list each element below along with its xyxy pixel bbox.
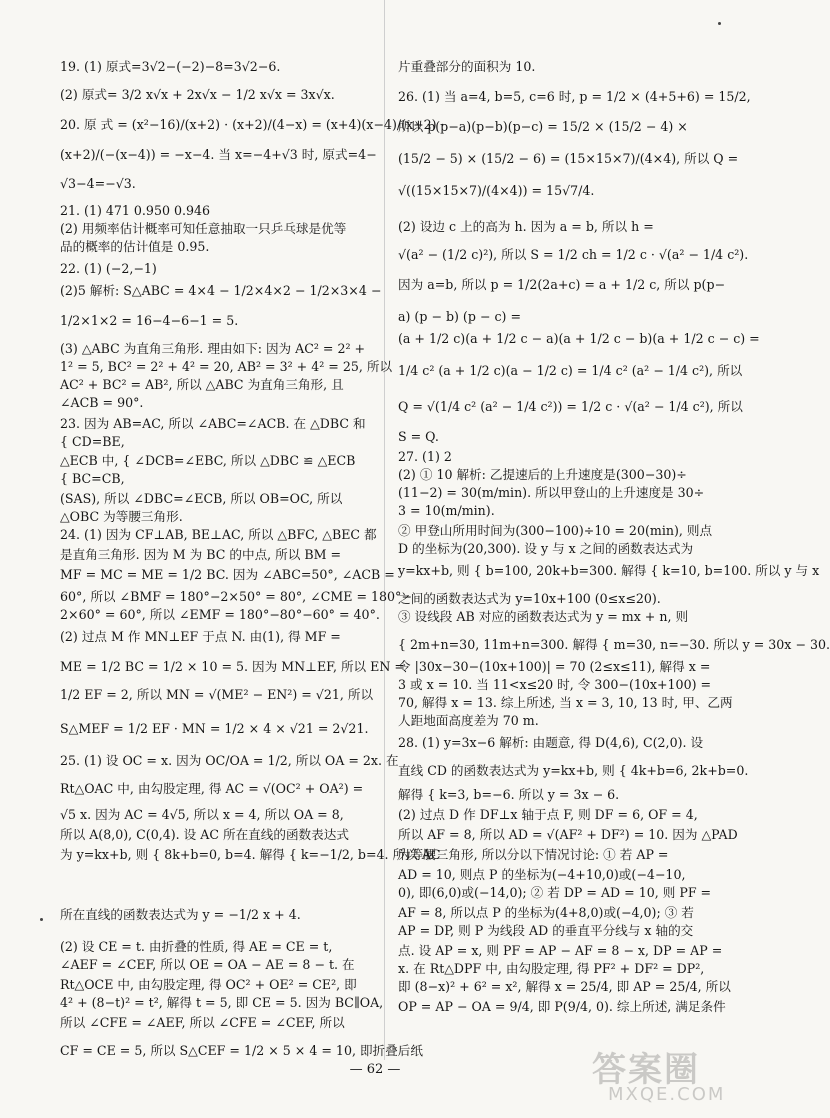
- left-text-line: ∠ACB = 90°.: [60, 395, 144, 410]
- right-text-line: 3 或 x = 10. 当 11<x≤20 时, 令 300−(10x+100) =: [398, 677, 712, 692]
- right-text-line: ② 甲登山所用时间为(300−100)÷10 = 20(min), 则点: [398, 523, 713, 538]
- left-text-line: 21. (1) 471 0.950 0.946: [60, 203, 211, 218]
- right-text-line: 1/4 c² (a + 1/2 c)(a − 1/2 c) = 1/4 c² (a² − 1/4 c²), 所以: [398, 363, 743, 378]
- right-text-line: 片重叠部分的面积为 10.: [398, 59, 536, 74]
- left-text-line: (2) 设 CE = t. 由折叠的性质, 得 AE = CE = t,: [60, 939, 333, 954]
- right-text-line: √((15×15×7)/(4×4)) = 15√7/4.: [398, 183, 595, 198]
- right-text-line: ③ 设线段 AB 对应的函数表达式为 y = mx + n, 则: [398, 609, 689, 624]
- right-text-line: AP = DP, 则 P 为线段 AD 的垂直平分线与 x 轴的交: [398, 923, 694, 938]
- right-text-line: AF = 8, 所以点 P 的坐标为(4+8,0)或(−4,0); ③ 若: [398, 905, 694, 920]
- left-text-line: 品的概率的估计值是 0.95.: [60, 239, 210, 254]
- right-text-line: AD = 10, 则点 P 的坐标为(−4+10,0)或(−4−10,: [398, 867, 686, 882]
- right-text-line: 3 = 10(m/min).: [398, 503, 495, 518]
- right-text-line: x. 在 Rt△DPF 中, 由勾股定理, 得 PF² + DF² = DP²,: [398, 961, 705, 976]
- left-text-line: { CD=BE,: [60, 434, 125, 449]
- watermark-bottom-text: MXQE.COM: [608, 1084, 726, 1105]
- watermark-logo: [584, 1040, 734, 1110]
- left-text-line: △ECB 中, { ∠DCB=∠EBC, 所以 △DBC ≌ △ECB: [60, 453, 356, 468]
- right-text-line: 70, 解得 x = 13. 综上所述, 当 x = 3, 10, 13 时, 甲、乙两: [398, 695, 733, 710]
- left-text-line: CF = CE = 5, 所以 S△CEF = 1/2 × 5 × 4 = 10, 即折叠后纸: [60, 1043, 423, 1058]
- right-text-line: 27. (1) 2: [398, 449, 452, 464]
- left-text-line: 是直角三角形. 因为 M 为 BC 的中点, 所以 BM =: [60, 547, 342, 562]
- left-text-line: Rt△OAC 中, 由勾股定理, 得 AC = √(OC² + OA²) =: [60, 781, 364, 796]
- left-text-line: (x+2)/(−(x−4)) = −x−4. 当 x=−4+√3 时, 原式=4−: [60, 147, 377, 162]
- left-text-line: (2) 用频率估计概率可知任意抽取一只乒乓球是优等: [60, 221, 347, 236]
- left-text-line: 所以 A(8,0), C(0,4). 设 AC 所在直线的函数表达式: [60, 827, 349, 842]
- right-text-line: (a + 1/2 c)(a + 1/2 c − a)(a + 1/2 c − b)(a + 1/2 c − c) =: [398, 331, 760, 346]
- right-text-line: 因为 a=b, 所以 p = 1/2(2a+c) = a + 1/2 c, 所以 p(p−: [398, 277, 726, 292]
- left-text-line: 20. 原 式 = (x²−16)/(x+2) · (x+2)/(4−x) = (x+4)(x−4)/(x+2) ·: [60, 117, 445, 132]
- left-text-line: 所在直线的函数表达式为 y = −1/2 x + 4.: [60, 907, 301, 922]
- right-text-line: 令 |30x−30−(10x+100)| = 70 (2≤x≤11), 解得 x =: [398, 659, 711, 674]
- left-text-line: (2) 原式= 3/2 x√x + 2x√x − 1/2 x√x = 3x√x.: [60, 87, 335, 102]
- right-text-line: (11−2) = 30(m/min). 所以甲登山的上升速度是 30÷: [398, 485, 705, 500]
- right-text-line: 为等腰三角形, 所以分以下情况讨论: ① 若 AP =: [398, 847, 669, 862]
- left-text-line: 22. (1) (−2,−1): [60, 261, 157, 276]
- left-text-line: S△MEF = 1/2 EF · MN = 1/2 × 4 × √21 = 2√21.: [60, 721, 369, 736]
- left-text-line: (3) △ABC 为直角三角形. 理由如下: 因为 AC² = 2² +: [60, 341, 366, 356]
- right-text-line: { 2m+n=30, 11m+n=300. 解得 { m=30, n=−30. 所以 y = 30x − 30.: [398, 637, 830, 652]
- right-text-line: (2) 设边 c 上的高为 h. 因为 a = b, 所以 h =: [398, 219, 654, 234]
- right-text-line: 人距地面高度差为 70 m.: [398, 713, 539, 728]
- left-text-line: 24. (1) 因为 CF⊥AB, BE⊥AC, 所以 △BFC, △BEC 都: [60, 527, 377, 542]
- right-text-line: y=kx+b, 则 { b=100, 20k+b=300. 解得 { k=10, b=100. 所以 y 与 x: [398, 563, 820, 578]
- right-text-line: a) (p − b) (p − c) =: [398, 309, 521, 324]
- right-text-line: √(a² − (1/2 c)²), 所以 S = 1/2 ch = 1/2 c · √(a² − 1/4 c²).: [398, 247, 749, 262]
- right-text-line: Q = √(1/4 c² (a² − 1/4 c²)) = 1/2 c · √(a² − 1/4 c²), 所以: [398, 399, 743, 414]
- left-text-line: △OBC 为等腰三角形.: [60, 509, 183, 524]
- left-text-line: ME = 1/2 BC = 1/2 × 10 = 5. 因为 MN⊥EF, 所以 EN =: [60, 659, 405, 674]
- right-text-line: D 的坐标为(20,300). 设 y 与 x 之间的函数表达式为: [398, 541, 694, 556]
- scan-speck: [718, 22, 721, 25]
- left-text-line: MF = MC = ME = 1/2 BC. 因为 ∠ABC=50°, ∠ACB =: [60, 567, 395, 582]
- page-number: — 62 —: [349, 1062, 401, 1077]
- left-text-line: 25. (1) 设 OC = x. 因为 OC/OA = 1/2, 所以 OA = 2x. 在: [60, 753, 399, 768]
- left-text-line: 23. 因为 AB=AC, 所以 ∠ABC=∠ACB. 在 △DBC 和: [60, 416, 366, 431]
- left-text-line: 2×60° = 60°, 所以 ∠EMF = 180°−80°−60° = 40°.: [60, 607, 380, 622]
- right-text-line: 点. 设 AP = x, 则 PF = AP − AF = 8 − x, DP = AP =: [398, 943, 723, 958]
- left-text-line: AC² + BC² = AB², 所以 △ABC 为直角三角形, 且: [60, 377, 344, 392]
- scan-speck: [40, 918, 43, 921]
- right-text-line: 0), 即(6,0)或(−14,0); ② 若 DP = AD = 10, 则 PF =: [398, 885, 712, 900]
- right-text-line: (2) 过点 D 作 DF⊥x 轴于点 F, 则 DF = 6, OF = 4,: [398, 807, 698, 822]
- right-text-line: S = Q.: [398, 429, 439, 444]
- right-text-line: 即 (8−x)² + 6² = x², 解得 x = 25/4, 即 AP = 25/4, 所以: [398, 979, 731, 994]
- left-text-line: 所以 ∠CFE = ∠AEF, 所以 ∠CFE = ∠CEF, 所以: [60, 1015, 345, 1030]
- watermark-top-text: 答案圈: [592, 1050, 700, 1090]
- right-text-line: OP = AP − OA = 9/4, 即 P(9/4, 0). 综上所述, 满足条件: [398, 999, 726, 1014]
- left-text-line: 1/2 EF = 2, 所以 MN = √(ME² − EN²) = √21, 所以: [60, 687, 374, 702]
- left-text-line: { BC=CB,: [60, 471, 125, 486]
- right-column: [398, 0, 830, 1060]
- left-text-line: (2) 过点 M 作 MN⊥EF 于点 N. 由(1), 得 MF =: [60, 629, 341, 644]
- left-text-line: 19. (1) 原式=3√2−(−2)−8=3√2−6.: [60, 59, 281, 74]
- right-text-line: (15/2 − 5) × (15/2 − 6) = (15×15×7)/(4×4), 所以 Q =: [398, 151, 739, 166]
- left-text-line: √3−4=−√3.: [60, 176, 136, 191]
- right-text-line: 解得 { k=3, b=−6. 所以 y = 3x − 6.: [398, 787, 620, 802]
- right-text-line: (2) ① 10 解析: 乙提速后的上升速度是(300−30)÷: [398, 467, 687, 482]
- left-text-line: ∠AEF = ∠CEF, 所以 OE = OA − AE = 8 − t. 在: [60, 957, 355, 972]
- right-text-line: 所以 AF = 8, 所以 AD = √(AF² + DF²) = 10. 因为 △PAD: [398, 827, 738, 842]
- left-text-line: 为 y=kx+b, 则 { 8k+b=0, b=4. 解得 { k=−1/2, b=4. 所以 AC: [60, 847, 441, 862]
- left-text-line: (2)5 解析: S△ABC = 4×4 − 1/2×4×2 − 1/2×3×4 −: [60, 283, 382, 298]
- left-text-line: √5 x. 因为 AC = 4√5, 所以 x = 4, 所以 OA = 8,: [60, 807, 344, 822]
- left-text-line: 1/2×1×2 = 16−4−6−1 = 5.: [60, 313, 239, 328]
- left-text-line: 60°, 所以 ∠BMF = 180°−2×50° = 80°, ∠CME = 180°−: [60, 589, 412, 604]
- left-text-line: 1² = 5, BC² = 2² + 4² = 20, AB² = 3² + 4² = 25, 所以: [60, 359, 393, 374]
- right-text-line: 直线 CD 的函数表达式为 y=kx+b, 则 { 4k+b=6, 2k+b=0.: [398, 763, 749, 778]
- right-text-line: 所以 p(p−a)(p−b)(p−c) = 15/2 × (15/2 − 4) ×: [398, 119, 688, 134]
- right-text-line: 28. (1) y=3x−6 解析: 由题意, 得 D(4,6), C(2,0). 设: [398, 735, 704, 750]
- right-text-line: 之间的函数表达式为 y=10x+100 (0≤x≤20).: [398, 591, 661, 606]
- left-text-line: 4² + (8−t)² = t², 解得 t = 5, 即 CE = 5. 因为 BC∥OA,: [60, 995, 384, 1010]
- left-text-line: (SAS), 所以 ∠DBC=∠ECB, 所以 OB=OC, 所以: [60, 491, 343, 506]
- right-text-line: 26. (1) 当 a=4, b=5, c=6 时, p = 1/2 × (4+5+6) = 15/2,: [398, 89, 751, 104]
- left-text-line: Rt△OCE 中, 由勾股定理, 得 OC² + OE² = CE², 即: [60, 977, 357, 992]
